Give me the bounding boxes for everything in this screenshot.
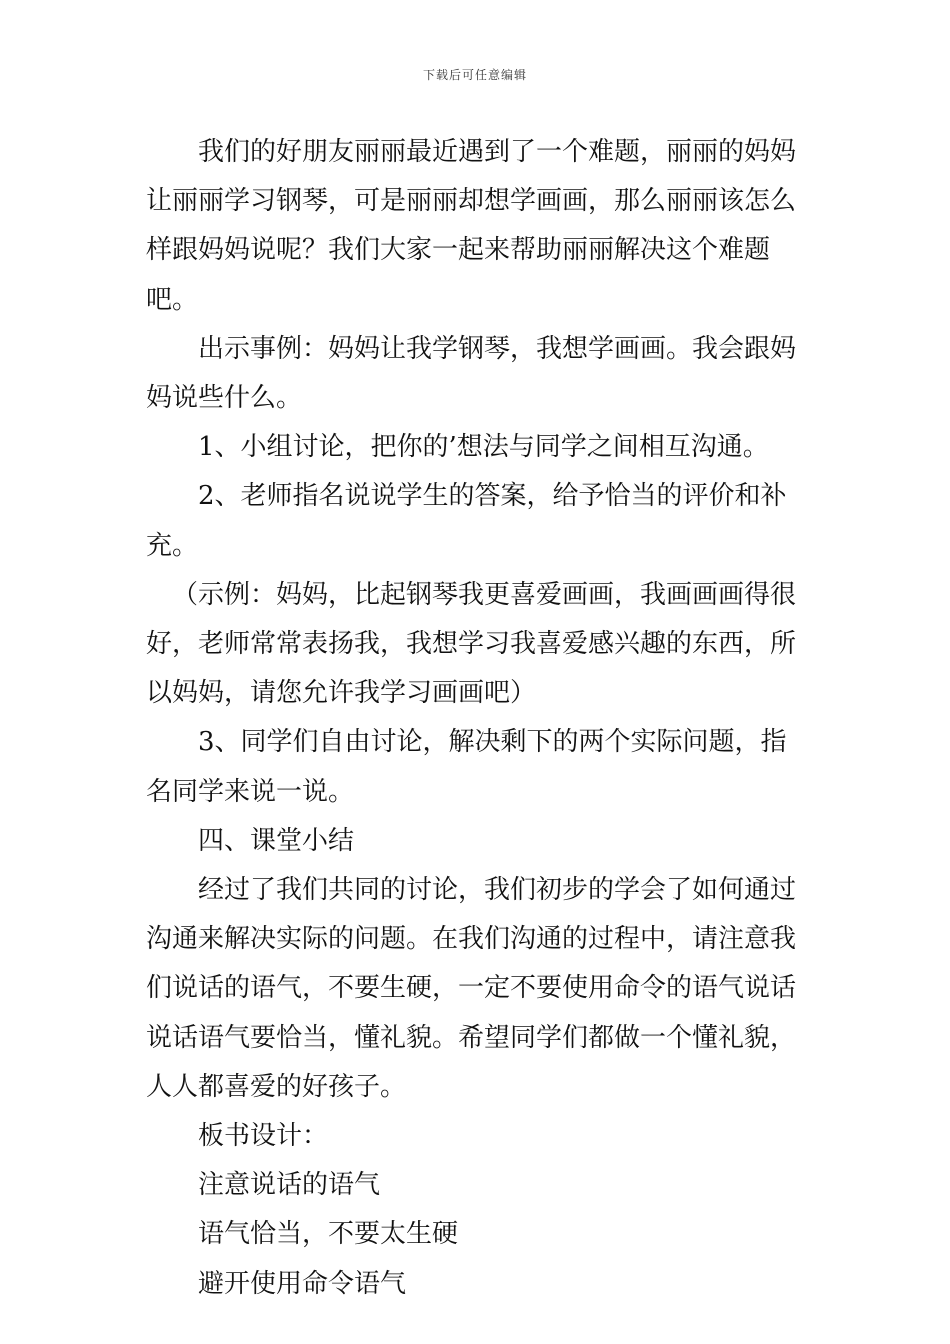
paragraph-example: 出示事例：妈妈让我学钢琴，我想学画画。我会跟妈妈说些什么。 (146, 333, 797, 414)
board-item-3: 避开使用命令语气 (198, 1268, 407, 1299)
section-heading-summary: 四、课堂小结 (198, 825, 355, 856)
paragraph-summary: 经过了我们共同的讨论，我们初步的学会了如何通过沟通来解决实际的问题。在我们沟通的过程中，请注意我们说话的语气，不要生硬，一定不要使用命令的语气说话说话语气要恰当，懂礼貌。希望同学们都做一个懂礼貌，人人都喜爱的好孩子。 (146, 875, 797, 1102)
document-body (146, 128, 808, 1309)
paragraph-intro: 我们的好朋友丽丽最近遇到了一个难题，丽丽的妈妈让丽丽学习钢琴，可是丽丽却想学画画，那么丽丽该怎么样跟妈妈说呢？我们大家一起来帮助丽丽解决这个难题吧。 (146, 137, 797, 315)
paragraph-sample-answer: （示例：妈妈，比起钢琴我更喜爱画画，我画画画得很好，老师常常表扬我，我想学习我喜爱感兴趣的东西，所以妈妈，请您允许我学习画画吧） (146, 579, 797, 709)
paragraph-step-2: 2、老师指名说说学生的答案，给予恰当的评价和补充。 (146, 481, 787, 561)
board-item-1: 注意说话的语气 (198, 1170, 381, 1201)
paragraph-step-1: 1、小组讨论，把你的’想法与同学之间相互沟通。 (198, 432, 769, 463)
page-header: 下载后可任意编辑 (422, 68, 527, 82)
board-item-2: 语气恰当，不要太生硬 (198, 1219, 459, 1250)
paragraph-step-3: 3、同学们自由讨论，解决剩下的两个实际问题，指名同学来说一说。 (146, 727, 787, 807)
board-design-heading: 板书设计： (198, 1121, 329, 1152)
